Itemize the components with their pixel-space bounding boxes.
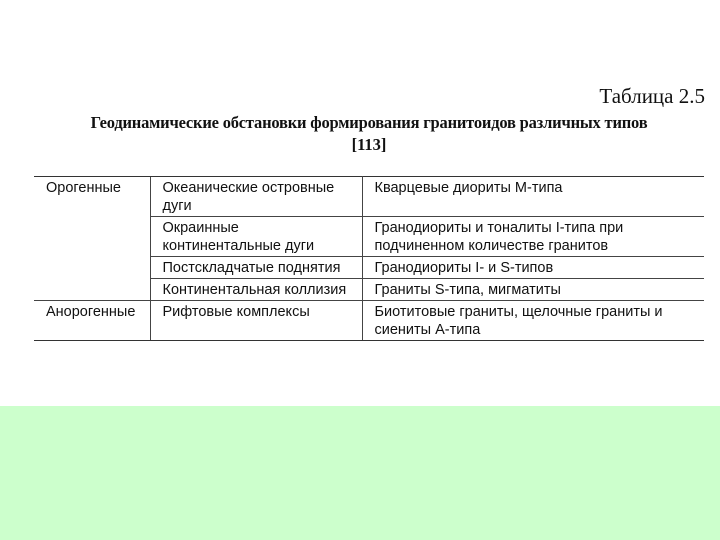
geodynamic-setting-cell: Океанические островные дуги [150, 177, 362, 217]
granitoid-type-cell: Кварцевые диориты M-типа [362, 177, 704, 217]
table-row [34, 279, 704, 301]
bottom-background-band [0, 406, 720, 540]
granitoid-type-cell: Биотитовые граниты, щелочные граниты и сиениты A-типа [362, 301, 704, 341]
granitoid-type-cell: Гранодиориты и тоналиты I-типа при подчиненном количестве гранитов [362, 217, 704, 257]
geodynamic-settings-table [34, 176, 704, 341]
caption-line-1: Геодинамические обстановки формирования гранитоидов различных типов [90, 113, 648, 132]
caption-line-2: [113] [351, 135, 387, 154]
tectonic-group-cell: Анорогенные [34, 301, 150, 341]
table-row [34, 301, 704, 341]
granitoid-type-cell: Гранодиориты I- и S-типов [362, 257, 704, 279]
tectonic-group-cell [34, 279, 150, 301]
table-row [34, 257, 704, 279]
geodynamic-setting-cell: Рифтовые комплексы [150, 301, 362, 341]
tectonic-group-cell: Орогенные [34, 177, 150, 217]
tectonic-group-cell [34, 217, 150, 257]
table-row [34, 177, 704, 217]
tectonic-group-cell [34, 257, 150, 279]
granitoid-type-cell: Граниты S-типа, мигматиты [362, 279, 704, 301]
geodynamic-setting-cell: Постскладчатые поднятия [150, 257, 362, 279]
table-row [34, 217, 704, 257]
geodynamic-setting-cell: Окраинные континентальные дуги [150, 217, 362, 257]
geodynamic-setting-cell: Континентальная коллизия [150, 279, 362, 301]
table-caption [34, 112, 704, 156]
table-number: Таблица 2.5 [599, 84, 705, 108]
